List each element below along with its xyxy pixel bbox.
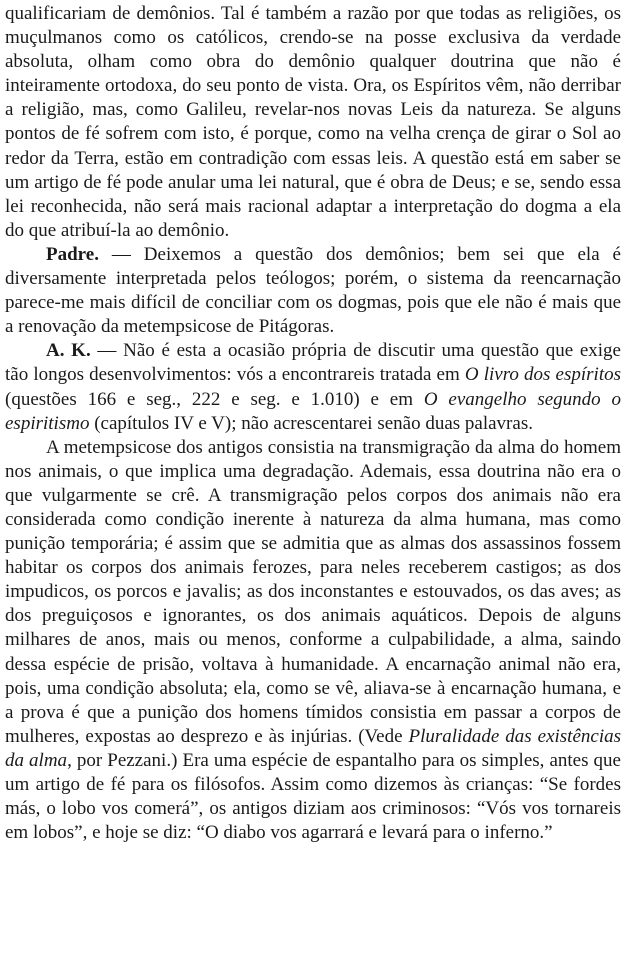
paragraph-3-text-b: (questões 166 e seg., 222 e seg. e 1.010) e em [5, 388, 424, 410]
paragraph-2-text: — Deixemos a questão dos demônios; bem sei que ela é diversamente interpretada pelos teólogos; porém, o sistema da reencarnação parece-me mais difícil de conciliar com os dogmas, pois que ele não é mais que a renovação da metempsicose de Pitágoras. [5, 243, 621, 338]
paragraph-3 [5, 339, 621, 435]
speaker-padre: Padre. [46, 243, 99, 265]
book-title-evangelho: O evangelho segundo o espiritismo [5, 388, 621, 434]
book-title-pluralidade: Pluralidade das existências da alma [5, 725, 621, 771]
paragraph-1 [5, 2, 621, 243]
paragraph-3-text-a: — Não é esta a ocasião própria de discutir uma questão que exige tão longos desenvolvimentos: vós a encontrareis tratada em [5, 340, 621, 386]
paragraph-4 [5, 436, 621, 846]
paragraph-4-text-b: , por Pezzani.) Era uma espécie de espantalho para os simples, antes que um artigo de fé para os filósofos. Assim como dizemos às crianças: “Se fordes más, o lobo vos comerá”, os antigos diziam aos criminosos: “Vós vos tornareis em lobos”, e hoje se diz: “O diabo vos agarrará e levará para o inferno.” [5, 749, 621, 844]
paragraph-3-text-c: (capítulos IV e V); não acrescentarei senão duas palavras. [89, 412, 533, 434]
paragraph-4-text-a: A metempsicose dos antigos consistia na transmigração da alma do homem nos animais, o que implica uma degradação. Ademais, essa doutrina não era o que vulgarmente se crê. A transmigração pelos corpos dos animais não era considerada como condição inerente à natureza da alma humana, mas como punição temporária; é assim que se admitia que as almas dos assassinos fossem habitar os corpos dos animais ferozes, para neles receberem castigos; as dos impudicos, os porcos e javalis; as dos inconstantes e estouvados, os das aves; as dos preguiçosos e ignorantes, os dos animais aquáticos. Depois de alguns milhares de anos, mais ou menos, conforme a culpabilidade, a alma, saindo dessa espécie de prisão, voltava à humanidade. A encarnação animal não era, pois, uma condição absoluta; ela, como se vê, aliava-se à encarnação humana, e a prova é que a punição dos homens tímidos consistia em passar a corpos de mulheres, expostas ao desprezo e às injúrias. (Vede [5, 436, 621, 747]
speaker-ak: A. K. [46, 340, 91, 362]
paragraph-2 [5, 243, 621, 339]
paragraph-1-text: qualificariam de demônios. Tal é também a razão por que todas as religiões, os muçulmanos como os católicos, crendo-se na posse exclusiva da verdade absoluta, olham como obra do demônio qualquer doutrina que não é inteiramente ortodoxa, do seu ponto de vista. Ora, os Espíritos vêm, não derribar a religião, mas, como Galileu, revelar-nos novas Leis da natureza. Se alguns pontos de fé sofrem com isto, é porque, como na velha crença de girar o Sol ao redor da Terra, estão em contradição com essas leis. A questão está em saber se um artigo de fé pode anular uma lei natural, que é obra de Deus; e se, sendo essa lei reconhecida, não será mais racional adaptar a interpretação do dogma a ela do que atribuí-la ao demônio. [5, 3, 621, 241]
book-title-livro-dos-espiritos: O livro dos espíritos [464, 364, 621, 386]
